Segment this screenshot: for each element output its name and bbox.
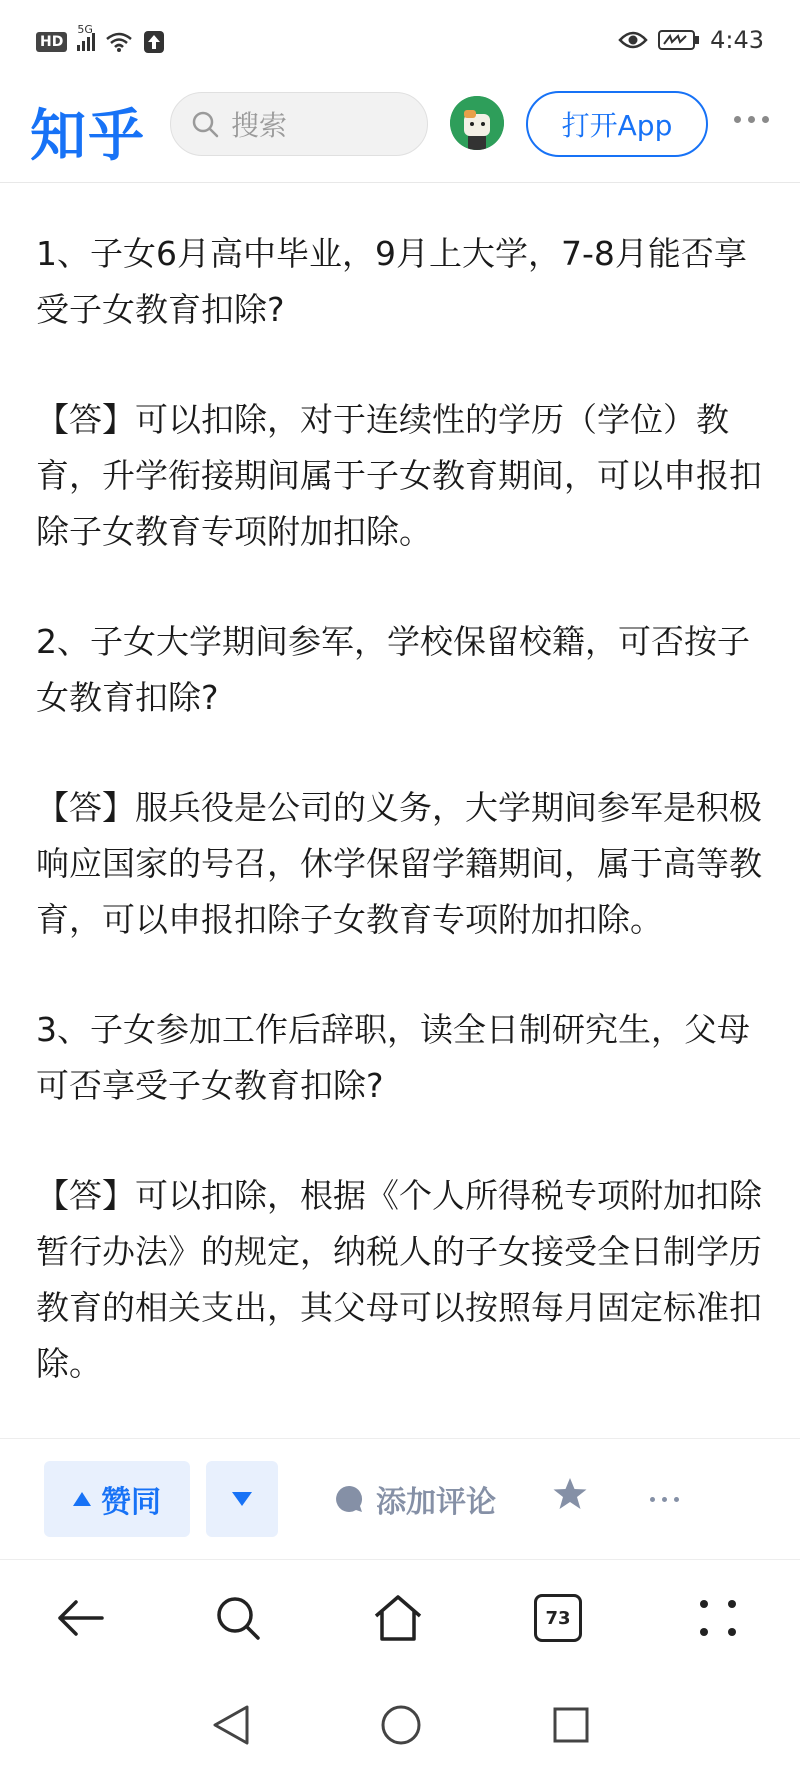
nav-recents-button[interactable]: [546, 1700, 596, 1750]
back-arrow-icon: [56, 1598, 104, 1638]
nav-back-button[interactable]: [206, 1700, 256, 1750]
browser-toolbar: [0, 1560, 800, 1680]
question-3: 3、子女参加工作后辞职，读全日制研究生，父母可否享受子女教育扣除?: [36, 1010, 750, 1105]
status-right: [618, 26, 764, 54]
grid-dots-icon: [698, 1598, 738, 1638]
search-icon: [215, 1595, 261, 1641]
battery-icon: [658, 29, 700, 51]
system-nav-bar: [0, 1680, 800, 1768]
status-bar: [0, 0, 800, 88]
answer-2: 【答】服兵役是公司的义务，大学期间参军是积极响应国家的号召，休学保留学籍期间，属于高等教育，可以申报扣除子女教育专项附加扣除。: [36, 788, 762, 939]
favorite-button[interactable]: [552, 1477, 588, 1515]
action-more-icon[interactable]: [650, 1497, 679, 1502]
search-input[interactable]: [170, 92, 428, 156]
upvote-label: 赞同: [101, 1485, 161, 1520]
signal-icon: [77, 23, 95, 51]
avatar-image: [450, 96, 504, 150]
action-bar: [0, 1438, 800, 1560]
star-icon: [552, 1477, 588, 1511]
home-button[interactable]: [366, 1586, 430, 1650]
triangle-up-icon: [73, 1492, 91, 1506]
add-comment-button[interactable]: [334, 1461, 496, 1537]
network-type: 5G: [77, 23, 93, 36]
triangle-back-icon: [211, 1703, 251, 1747]
back-button[interactable]: [48, 1586, 112, 1650]
zhihu-logo[interactable]: 知乎: [30, 104, 146, 169]
triangle-down-icon: [232, 1492, 252, 1506]
tab-count: 73: [534, 1594, 582, 1642]
tabs-button[interactable]: [526, 1586, 590, 1650]
open-app-button[interactable]: 打开App: [526, 91, 708, 157]
circle-home-icon: [379, 1703, 423, 1747]
app-header: [0, 88, 800, 183]
more-options-icon[interactable]: [734, 116, 769, 123]
answer-3: 【答】可以扣除，根据《个人所得税专项附加扣除暂行办法》的规定，纳税人的子女接受全日制学历教育的相关支出，其父母可以按照每月固定标准扣除。: [36, 1176, 762, 1383]
question-2: 2、子女大学期间参军，学校保留校籍，可否按子女教育扣除?: [36, 622, 750, 717]
status-left: [36, 23, 165, 54]
comment-bubble-icon: [334, 1484, 364, 1514]
answer-1: 【答】可以扣除，对于连续性的学历（学位）教育，升学衔接期间属于子女教育期间，可以申报扣除子女教育专项附加扣除。: [36, 400, 762, 551]
search-placeholder: 搜索: [231, 109, 288, 142]
article-body: [36, 226, 766, 1446]
add-comment-label: 添加评论: [376, 1485, 496, 1520]
search-icon: [191, 110, 219, 138]
question-1: 1、子女6月高中毕业，9月上大学，7-8月能否享受子女教育扣除?: [36, 234, 747, 329]
search-button[interactable]: [206, 1586, 270, 1650]
wifi-icon: [105, 31, 133, 53]
avatar[interactable]: [450, 96, 504, 150]
downvote-button[interactable]: [206, 1461, 278, 1537]
upload-icon: [143, 30, 165, 54]
eye-icon: [618, 29, 648, 51]
upvote-button[interactable]: [44, 1461, 190, 1537]
hd-badge: HD: [36, 32, 67, 52]
menu-button[interactable]: [686, 1586, 750, 1650]
nav-home-button[interactable]: [376, 1700, 426, 1750]
status-time: 4:43: [710, 26, 764, 54]
home-icon: [373, 1594, 423, 1642]
square-recents-icon: [551, 1705, 591, 1745]
